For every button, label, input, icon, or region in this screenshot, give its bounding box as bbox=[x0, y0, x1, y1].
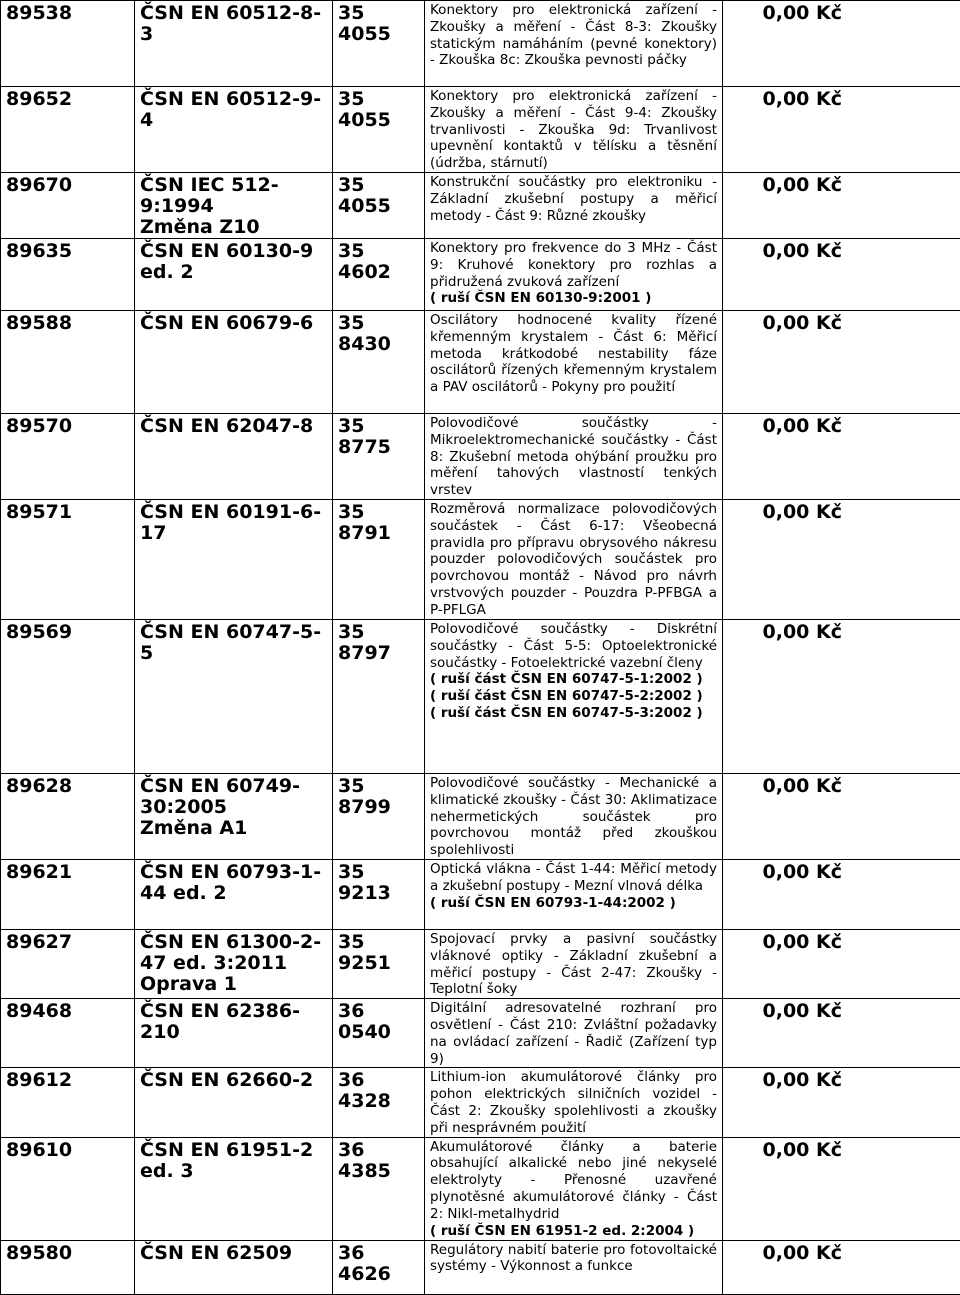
classification-code: 35 8797 bbox=[333, 619, 425, 773]
record-id: 89621 bbox=[1, 859, 135, 929]
record-id: 89628 bbox=[1, 773, 135, 859]
price: 0,00 Kč bbox=[723, 499, 960, 619]
standard-title: Konektory pro frekvence do 3 MHz - Část 9: Kruhové konektory pro rozhlas a přidružená zvuková zařízení ( ruší ČSN EN 60130-9:2001 ) bbox=[425, 238, 723, 310]
price: 0,00 Kč bbox=[723, 1068, 960, 1137]
standard-title: Polovodičové součástky - Mechanické a klimatické zkoušky - Část 30: Aklimatizace nehermetických součástek pro povrchovou montáž před zkouškou spolehlivosti bbox=[425, 773, 723, 859]
price: 0,00 Kč bbox=[723, 238, 960, 310]
classification-code: 35 4055 bbox=[333, 172, 425, 238]
standard-title: Oscilátory hodnocené kvality řízené křemenným krystalem - Část 6: Měřicí metoda krátkodobé nestability fáze oscilátorů řízených křemenným krystalem a PAV oscilátorů - Pokyny pro použití bbox=[425, 310, 723, 413]
classification-code: 35 4055 bbox=[333, 1, 425, 87]
standard-title: Spojovací prvky a pasivní součástky vláknové optiky - Základní zkušební a měřicí postupy - Část 2-47: Zkoušky - Teplotní šoky bbox=[425, 929, 723, 998]
price: 0,00 Kč bbox=[723, 87, 960, 173]
record-id: 89571 bbox=[1, 499, 135, 619]
classification-code: 35 4602 bbox=[333, 238, 425, 310]
record-id: 89468 bbox=[1, 999, 135, 1068]
table-row bbox=[1, 172, 960, 238]
standard-designation: ČSN EN 60191-6- 17 bbox=[135, 499, 333, 619]
price: 0,00 Kč bbox=[723, 929, 960, 998]
standard-designation: ČSN EN 62386- 210 bbox=[135, 999, 333, 1068]
record-id: 89610 bbox=[1, 1137, 135, 1240]
classification-code: 35 8775 bbox=[333, 413, 425, 499]
classification-code: 35 8791 bbox=[333, 499, 425, 619]
standard-designation: ČSN EN 61300-2- 47 ed. 3:2011 Oprava 1 bbox=[135, 929, 333, 998]
classification-code: 35 9213 bbox=[333, 859, 425, 929]
standard-title: Akumulátorové články a baterie obsahující alkalické nebo jiné nekyselé elektrolyty - Přenosné uzavřené plynotěsné akumulátorové články - Část 2: Nikl-metalhydrid ( ruší ČSN EN 61951-2 ed. 2:2004 ) bbox=[425, 1137, 723, 1240]
table-row bbox=[1, 619, 960, 773]
classification-code: 35 8430 bbox=[333, 310, 425, 413]
standard-title: Polovodičové součástky - Diskrétní součástky - Část 5-5: Optoelektronické součástky - Fotoelektrické vazební členy ( ruší část ČSN EN 60747-5-1:2002 ) ( ruší část ČSN EN 60747-5-2:2002 ) ( ruší část ČSN EN 60747-5-3:2002 ) bbox=[425, 619, 723, 773]
supersedes-note: ( ruší část ČSN EN 60747-5-1:2002 ) bbox=[430, 671, 717, 688]
classification-code: 36 4328 bbox=[333, 1068, 425, 1137]
standard-title: Optická vlákna - Část 1-44: Měřicí metody a zkušební postupy - Mezní vlnová délka ( ruší ČSN EN 60793-1-44:2002 ) bbox=[425, 859, 723, 929]
classification-code: 35 9251 bbox=[333, 929, 425, 998]
record-id: 89580 bbox=[1, 1240, 135, 1294]
standard-title: Digitální adresovatelné rozhraní pro osvětlení - Část 210: Zvláštní požadavky na ovládací zařízení - Řadič (Zařízení typ 9) bbox=[425, 999, 723, 1068]
standard-designation: ČSN EN 61951-2 ed. 3 bbox=[135, 1137, 333, 1240]
table-body bbox=[1, 1, 960, 1295]
standard-designation: ČSN EN 60130-9 ed. 2 bbox=[135, 238, 333, 310]
standard-designation: ČSN IEC 512- 9:1994 Změna Z10 bbox=[135, 172, 333, 238]
standard-title: Regulátory nabití baterie pro fotovoltaické systémy - Výkonnost a funkce bbox=[425, 1240, 723, 1294]
table-row bbox=[1, 413, 960, 499]
supersedes-note: ( ruší část ČSN EN 60747-5-3:2002 ) bbox=[430, 705, 717, 722]
classification-code: 36 4626 bbox=[333, 1240, 425, 1294]
price: 0,00 Kč bbox=[723, 310, 960, 413]
standard-designation: ČSN EN 62660-2 bbox=[135, 1068, 333, 1137]
table-row bbox=[1, 999, 960, 1068]
table-row bbox=[1, 773, 960, 859]
price: 0,00 Kč bbox=[723, 1137, 960, 1240]
classification-code: 35 4055 bbox=[333, 87, 425, 173]
table-row bbox=[1, 1068, 960, 1137]
table-row bbox=[1, 859, 960, 929]
record-id: 89670 bbox=[1, 172, 135, 238]
standard-title: Konektory pro elektronická zařízení - Zkoušky a měření - Část 9-4: Zkoušky trvanlivosti - Zkouška 9d: Trvanlivost upevnění kontaktů v tělísku a těsnění (údržba, stárnutí) bbox=[425, 87, 723, 173]
standard-title: Rozměrová normalizace polovodičových součástek - Část 6-17: Všeobecná pravidla pro přípravu obrysového nákresu pouzder polovodičových součástek pro povrchovou montáž - Návod pro návrh vrstvových pouzder - Pouzdra P-PFBGA a P-PFLGA bbox=[425, 499, 723, 619]
table-row bbox=[1, 499, 960, 619]
supersedes-note: ( ruší část ČSN EN 60747-5-2:2002 ) bbox=[430, 688, 717, 705]
price: 0,00 Kč bbox=[723, 999, 960, 1068]
standard-designation: ČSN EN 60749- 30:2005 Změna A1 bbox=[135, 773, 333, 859]
record-id: 89612 bbox=[1, 1068, 135, 1137]
standard-title: Konstrukční součástky pro elektroniku - Základní zkušební postupy a měřicí metody - Část 9: Různé zkoušky bbox=[425, 172, 723, 238]
price: 0,00 Kč bbox=[723, 859, 960, 929]
record-id: 89635 bbox=[1, 238, 135, 310]
table-row bbox=[1, 1, 960, 87]
price: 0,00 Kč bbox=[723, 1, 960, 87]
record-id: 89652 bbox=[1, 87, 135, 173]
supersedes-note: ( ruší ČSN EN 61951-2 ed. 2:2004 ) bbox=[430, 1223, 717, 1240]
table-row bbox=[1, 87, 960, 173]
record-id: 89569 bbox=[1, 619, 135, 773]
supersedes-note: ( ruší ČSN EN 60793-1-44:2002 ) bbox=[430, 895, 717, 912]
standard-designation: ČSN EN 60512-9- 4 bbox=[135, 87, 333, 173]
price: 0,00 Kč bbox=[723, 619, 960, 773]
table-row bbox=[1, 238, 960, 310]
price: 0,00 Kč bbox=[723, 773, 960, 859]
standard-title: Konektory pro elektronická zařízení - Zkoušky a měření - Část 8-3: Zkoušky statickým namáháním (pevné konektory) - Zkouška 8c: Zkouška pevnosti páčky bbox=[425, 1, 723, 87]
table-row bbox=[1, 1137, 960, 1240]
standard-designation: ČSN EN 60793-1- 44 ed. 2 bbox=[135, 859, 333, 929]
supersedes-note: ( ruší ČSN EN 60130-9:2001 ) bbox=[430, 290, 717, 307]
classification-code: 36 4385 bbox=[333, 1137, 425, 1240]
classification-code: 36 0540 bbox=[333, 999, 425, 1068]
record-id: 89570 bbox=[1, 413, 135, 499]
standard-designation: ČSN EN 62047-8 bbox=[135, 413, 333, 499]
record-id: 89588 bbox=[1, 310, 135, 413]
record-id: 89627 bbox=[1, 929, 135, 998]
price: 0,00 Kč bbox=[723, 413, 960, 499]
table-row bbox=[1, 310, 960, 413]
standard-designation: ČSN EN 62509 bbox=[135, 1240, 333, 1294]
table-row bbox=[1, 929, 960, 998]
table-row bbox=[1, 1240, 960, 1294]
record-id: 89538 bbox=[1, 1, 135, 87]
price: 0,00 Kč bbox=[723, 172, 960, 238]
standard-title: Lithium-ion akumulátorové články pro pohon elektrických silničních vozidel - Část 2: Zkoušky spolehlivosti a zkoušky při nesprávném použití bbox=[425, 1068, 723, 1137]
standard-designation: ČSN EN 60679-6 bbox=[135, 310, 333, 413]
classification-code: 35 8799 bbox=[333, 773, 425, 859]
price: 0,00 Kč bbox=[723, 1240, 960, 1294]
standard-title: Polovodičové součástky - Mikroelektromechanické součástky - Část 8: Zkušební metoda ohýbání proužku pro měření tahových vlastností tenkých vrstev bbox=[425, 413, 723, 499]
standard-designation: ČSN EN 60747-5- 5 bbox=[135, 619, 333, 773]
standard-designation: ČSN EN 60512-8- 3 bbox=[135, 1, 333, 87]
